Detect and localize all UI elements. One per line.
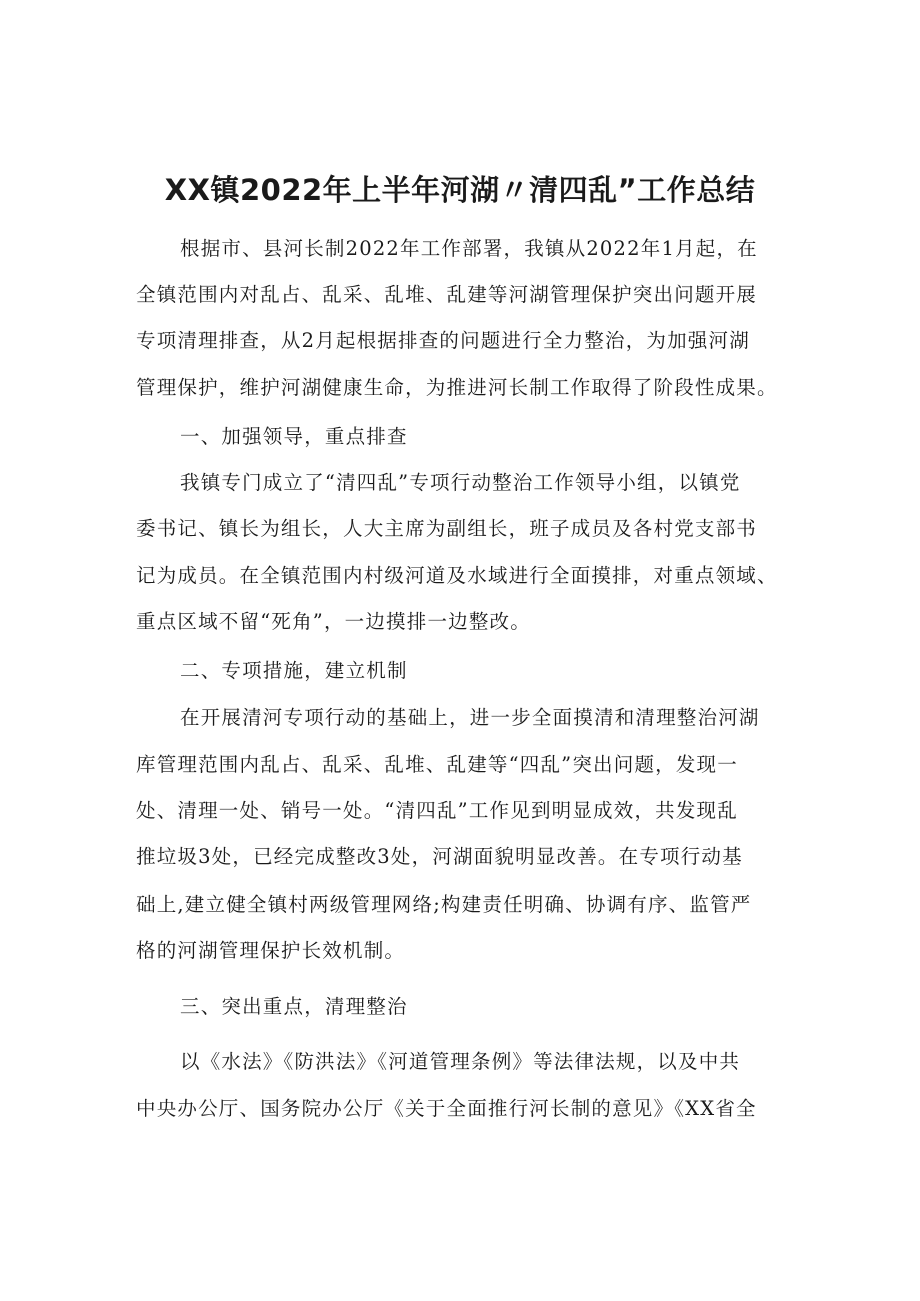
- section-heading: 一、加强领导，重点排查: [180, 425, 408, 448]
- paragraph-line: 我镇专门成立了“清四乱”专项行动整治工作领导小组，以镇党: [180, 471, 741, 494]
- paragraph-line: 在开展清河专项行动的基础上，进一步全面摸清和清理整治河湖: [180, 706, 760, 729]
- paragraph-line: 中央办公厅、国务院办公厅《关于全面推行河长制的意见》《XX省全: [136, 1097, 757, 1120]
- paragraph-line: 以《水法》《防洪法》《河道管理条例》等法律法规，以及中共: [180, 1050, 741, 1073]
- section-heading: 二、专项措施，建立机制: [180, 659, 408, 682]
- paragraph-line: 记为成员。在全镇范围内村级河道及水域进行全面摸排，对重点领域、: [136, 564, 778, 587]
- paragraph-line: 根据市、县河长制2022年工作部署，我镇从2022年1月起，在: [180, 237, 758, 260]
- section-heading: 三、突出重点，清理整治: [180, 995, 408, 1018]
- paragraph-line: 管理保护，维护河湖健康生命，为推进河长制工作取得了阶段性成果。: [136, 376, 778, 399]
- paragraph-line: 委书记、镇长为组长，人大主席为副组长，班子成员及各村党支部书: [136, 517, 758, 540]
- paragraph-line: 库管理范围内乱占、乱采、乱堆、乱建等“四乱”突出问题，发现一: [136, 753, 738, 776]
- document-title: XX镇2022年上半年河湖〃清四乱”工作总结: [164, 173, 756, 207]
- paragraph-line: 重点区域不留“死角”，一边摸排一边整改。: [136, 610, 531, 633]
- paragraph-line: 处、清理一处、销号一处。“清四乱”工作见到明显成效，共发现乱: [136, 799, 738, 822]
- paragraph-line: 全镇范围内对乱占、乱采、乱堆、乱建等河湖管理保护突出问题开展: [136, 283, 758, 306]
- paragraph-line: 格的河湖管理保护长效机制。: [136, 939, 406, 962]
- paragraph-line: 推垃圾3处，已经完成整改3处，河湖面貌明显改善。在专项行动基: [136, 845, 743, 868]
- paragraph-line: 专项清理排查，从2月起根据排查的问题进行全力整治，为加强河湖: [136, 329, 750, 352]
- paragraph-line: 础上,建立健全镇村两级管理网络;构建责任明确、协调有序、监管严: [136, 893, 752, 916]
